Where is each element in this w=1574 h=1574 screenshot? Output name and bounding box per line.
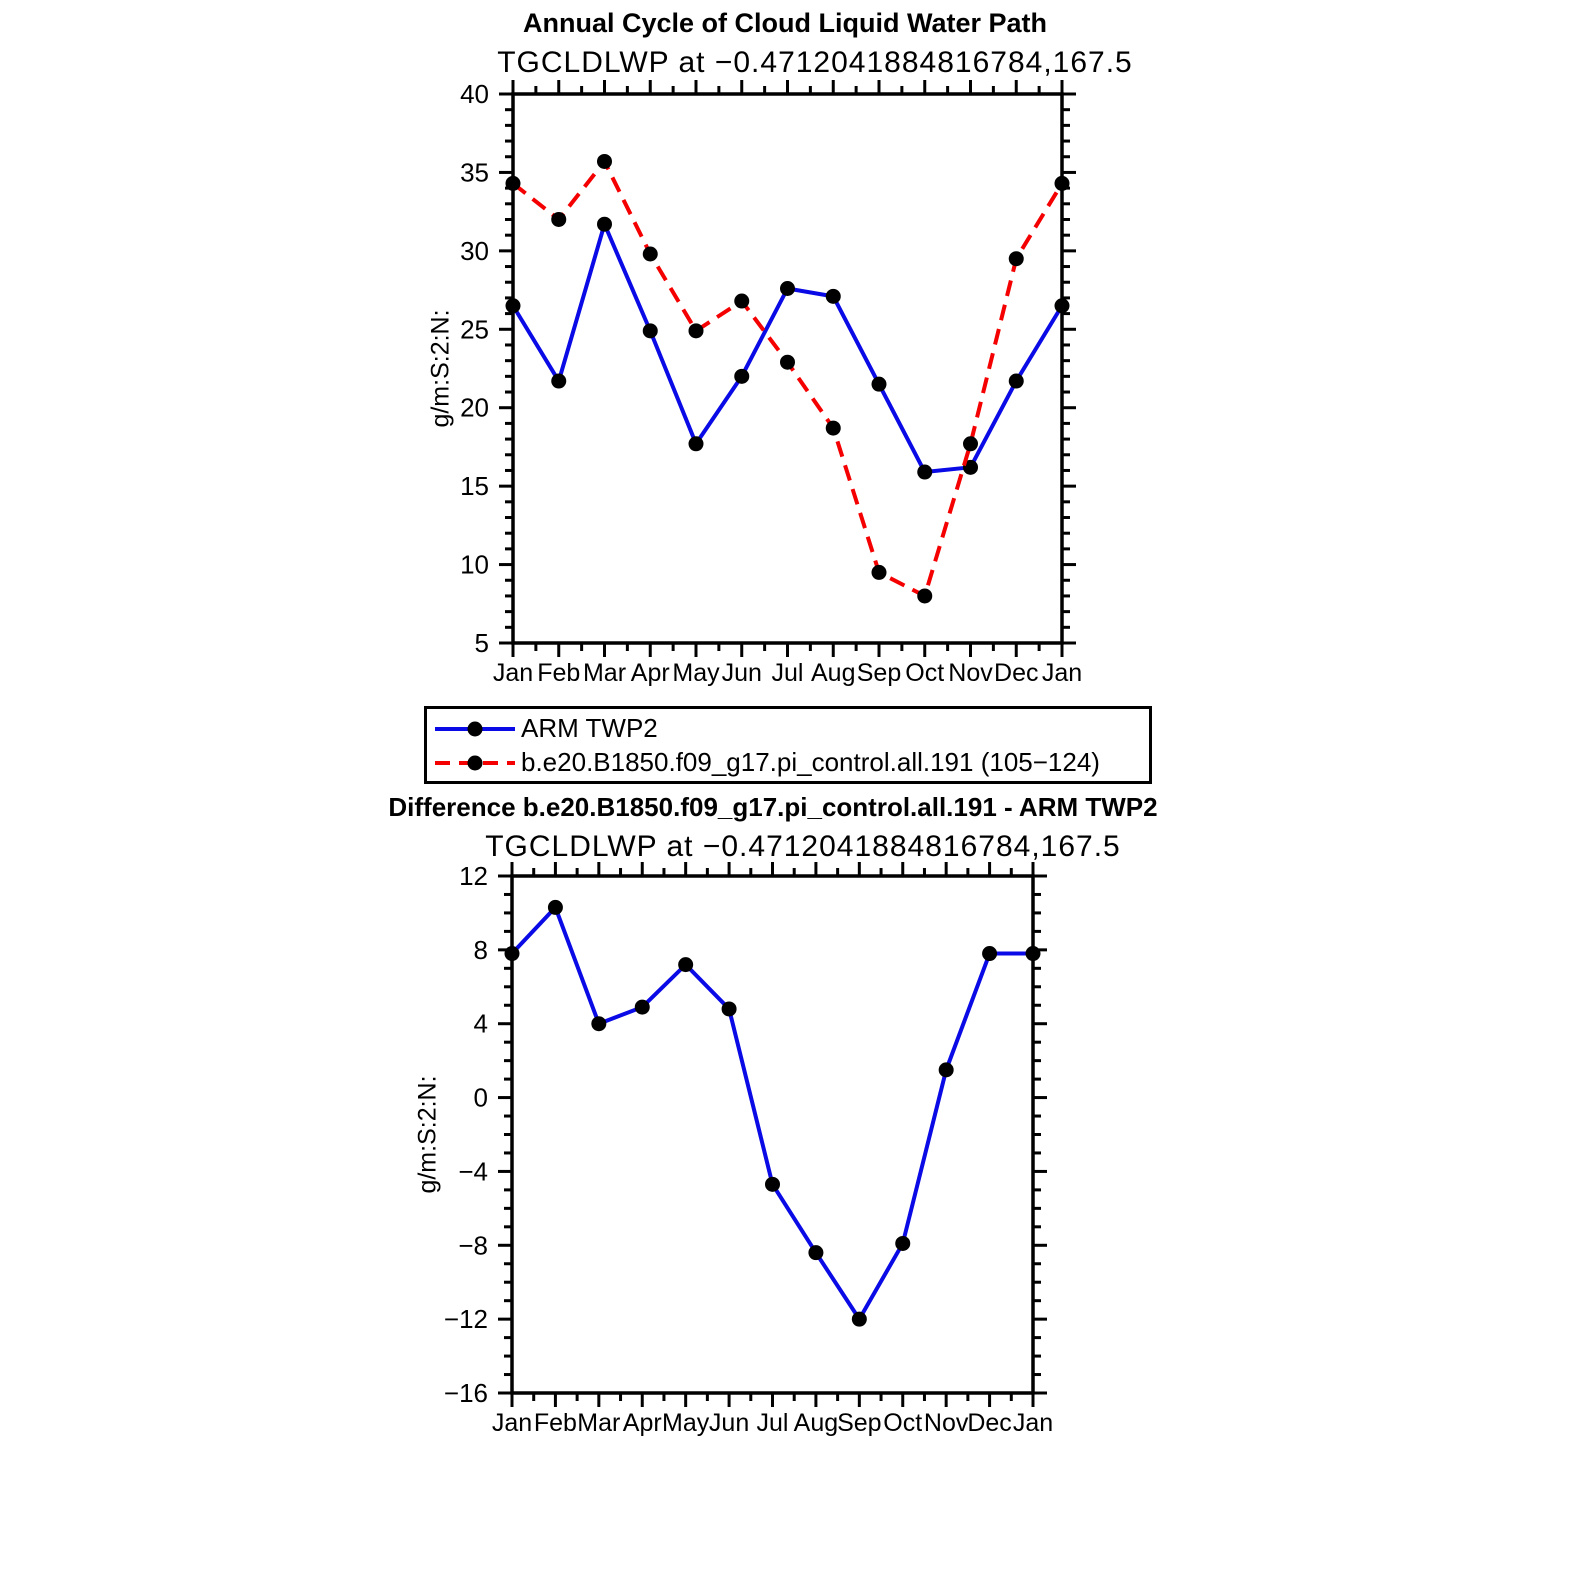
top-chart-x-tick-label: Dec xyxy=(994,659,1039,687)
top-chart-series-line-1 xyxy=(513,161,1062,595)
top-chart-data-point xyxy=(597,217,612,232)
difference-chart-y-tick-label: 8 xyxy=(473,934,488,965)
difference-chart-data-point xyxy=(505,946,520,961)
legend-obs-label: ARM TWP2 xyxy=(521,712,658,743)
difference-chart-data-point xyxy=(939,1062,954,1077)
top-chart-data-point xyxy=(780,355,795,370)
top-chart-x-tick-label: Mar xyxy=(582,659,627,687)
difference-chart-x-tick-label: Aug xyxy=(793,1409,839,1437)
legend-obs-line-sample xyxy=(431,712,521,745)
legend-item-obs xyxy=(427,712,1149,745)
difference-chart-subtitle: TGCLDLWP at −0.4712041884816784,167.5 xyxy=(485,830,1121,863)
top-chart-series-line-0 xyxy=(513,224,1062,472)
difference-chart-data-point xyxy=(678,957,693,972)
top-chart-data-point xyxy=(1009,374,1024,389)
difference-chart-axis-frame xyxy=(512,876,1033,1393)
top-chart-data-point xyxy=(689,436,704,451)
difference-chart-data-point xyxy=(1026,946,1041,961)
difference-chart-x-tick-label: Oct xyxy=(883,1409,923,1437)
difference-chart-x-tick-label: Mar xyxy=(577,1409,621,1437)
top-chart-x-tick-label: Apr xyxy=(630,659,670,687)
top-chart-data-point xyxy=(734,369,749,384)
difference-chart-y-tick-label: 12 xyxy=(459,861,488,891)
top-chart-data-point xyxy=(872,377,887,392)
difference-chart-x-tick-label: Feb xyxy=(533,1409,577,1437)
top-chart-x-tick-label: Jan xyxy=(1041,659,1083,687)
top-chart-y-tick-label: 40 xyxy=(460,79,489,109)
difference-chart-data-point xyxy=(982,946,997,961)
difference-chart-series-line-0 xyxy=(512,907,1033,1319)
top-chart-data-point xyxy=(689,323,704,338)
top-chart-data-point xyxy=(1055,298,1070,313)
difference-chart-data-point xyxy=(852,1312,867,1327)
difference-chart-x-tick-label: Jan xyxy=(491,1409,533,1437)
legend-model-line-sample xyxy=(431,746,521,779)
top-chart-data-point xyxy=(1055,176,1070,191)
difference-chart-data-point xyxy=(808,1245,823,1260)
difference-chart-y-tick-label: −4 xyxy=(458,1156,488,1187)
top-chart-subtitle: TGCLDLWP at −0.4712041884816784,167.5 xyxy=(497,46,1133,79)
top-chart-data-point xyxy=(780,281,795,296)
difference-chart-data-point xyxy=(591,1016,606,1031)
top-chart-data-point xyxy=(506,298,521,313)
difference-chart-x-tick-label: Jan xyxy=(1012,1409,1054,1437)
top-chart xyxy=(460,79,1082,687)
top-chart-y-tick-label: 5 xyxy=(474,628,489,658)
difference-chart-data-point xyxy=(895,1236,910,1251)
top-chart-x-tick-label: Jan xyxy=(492,659,534,687)
top-chart-x-tick-label: May xyxy=(672,659,720,687)
difference-chart-y-axis-label: g/m:S:2:N: xyxy=(413,1075,442,1194)
difference-chart-y-tick-label: 0 xyxy=(473,1082,488,1113)
difference-chart-y-tick-label: 4 xyxy=(473,1008,488,1039)
difference-chart-x-tick-label: Dec xyxy=(967,1409,1012,1437)
top-chart-y-tick-label: 25 xyxy=(460,314,489,345)
top-chart-data-point xyxy=(734,294,749,309)
difference-chart-y-tick-label: −16 xyxy=(443,1378,488,1408)
top-chart-data-point xyxy=(826,289,841,304)
top-chart-y-tick-label: 30 xyxy=(460,235,489,266)
difference-chart-data-point xyxy=(548,900,563,915)
top-chart-data-point xyxy=(643,246,658,261)
top-chart-x-tick-label: Nov xyxy=(948,659,993,687)
top-chart-data-point xyxy=(506,176,521,191)
legend-box xyxy=(424,706,1152,784)
difference-chart-data-point xyxy=(722,1001,737,1016)
top-chart-title: Annual Cycle of Cloud Liquid Water Path xyxy=(522,8,1047,38)
difference-chart-x-tick-label: Apr xyxy=(622,1409,662,1437)
top-chart-data-point xyxy=(826,421,841,436)
top-chart-data-point xyxy=(551,212,566,227)
difference-chart-x-tick-label: May xyxy=(662,1409,710,1437)
top-chart-x-tick-label: Sep xyxy=(856,659,902,687)
top-chart-data-point xyxy=(917,588,932,603)
legend-item-model xyxy=(427,746,1149,779)
legend-obs-marker xyxy=(468,721,483,736)
top-chart-data-point xyxy=(917,465,932,480)
top-chart-data-point xyxy=(1009,251,1024,266)
top-chart-x-tick-label: Jun xyxy=(721,659,762,687)
difference-chart-data-point xyxy=(635,1000,650,1015)
top-chart-y-axis-label: g/m:S:2:N: xyxy=(426,309,455,428)
top-chart-y-tick-label: 20 xyxy=(460,392,489,423)
difference-chart-data-point xyxy=(765,1177,780,1192)
difference-chart xyxy=(444,861,1053,1437)
top-chart-y-tick-label: 10 xyxy=(460,549,489,580)
difference-chart-y-tick-label: −8 xyxy=(458,1230,488,1261)
legend-model-label: b.e20.B1850.f09_g17.pi_control.all.191 (105−124) xyxy=(521,746,1100,777)
top-chart-data-point xyxy=(963,436,978,451)
top-chart-x-tick-label: Aug xyxy=(811,659,856,687)
top-chart-data-point xyxy=(597,154,612,169)
top-chart-data-point xyxy=(872,565,887,580)
difference-chart-y-tick-label: −12 xyxy=(443,1304,488,1335)
top-chart-y-tick-label: 15 xyxy=(460,471,489,502)
difference-chart-x-tick-label: Jun xyxy=(708,1409,750,1437)
difference-chart-title: Difference b.e20.B1850.f09_g17.pi_control.all.191 - ARM TWP2 xyxy=(388,792,1158,822)
top-chart-y-tick-label: 35 xyxy=(460,157,489,188)
top-chart-x-tick-label: Oct xyxy=(905,659,945,687)
top-chart-x-tick-label: Jul xyxy=(771,659,804,687)
top-chart-x-tick-label: Feb xyxy=(537,659,581,687)
difference-chart-x-tick-label: Sep xyxy=(837,1409,882,1437)
top-chart-data-point xyxy=(551,374,566,389)
legend-model-marker xyxy=(468,755,483,770)
difference-chart-x-tick-label: Nov xyxy=(923,1409,969,1437)
difference-chart-x-tick-label: Jul xyxy=(756,1409,789,1437)
top-chart-data-point xyxy=(643,323,658,338)
